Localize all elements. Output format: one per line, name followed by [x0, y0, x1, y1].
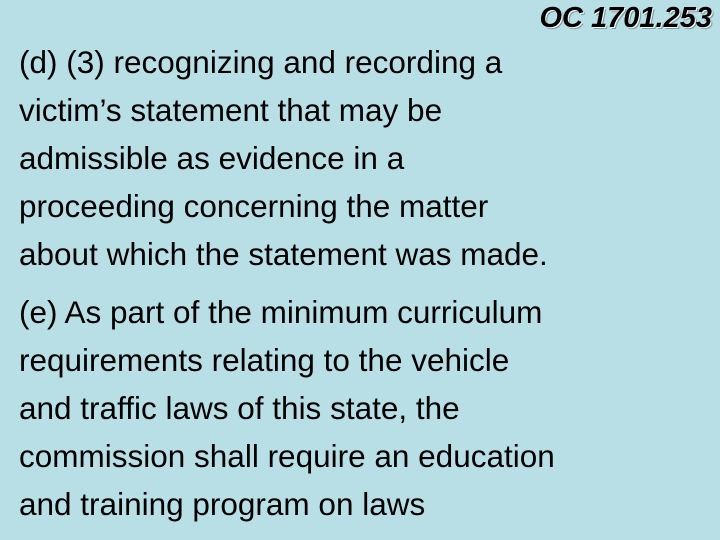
paragraph-line: and traffic laws of this state, the [19, 390, 460, 426]
statute-reference-heading: OC 1701.253 [539, 2, 712, 34]
paragraph-d3 [19, 38, 714, 278]
paragraph-line: proceeding concerning the matter [19, 188, 489, 224]
paragraph-line: victim’s statement that may be [19, 92, 443, 128]
paragraph-line: (e) As part of the minimum curriculum [19, 294, 543, 330]
paragraph-line: commission shall require an education [19, 438, 555, 474]
slide-body [19, 38, 714, 528]
paragraph-line: requirements relating to the vehicle [19, 342, 510, 378]
paragraph-line: admissible as evidence in a [19, 140, 405, 176]
paragraph-spacer [19, 278, 714, 288]
paragraph-line: (d) (3) recognizing and recording a [19, 44, 503, 80]
paragraph-e [19, 288, 714, 528]
paragraph-line: and training program on laws [19, 486, 426, 522]
paragraph-line: about which the statement was made. [19, 236, 548, 272]
